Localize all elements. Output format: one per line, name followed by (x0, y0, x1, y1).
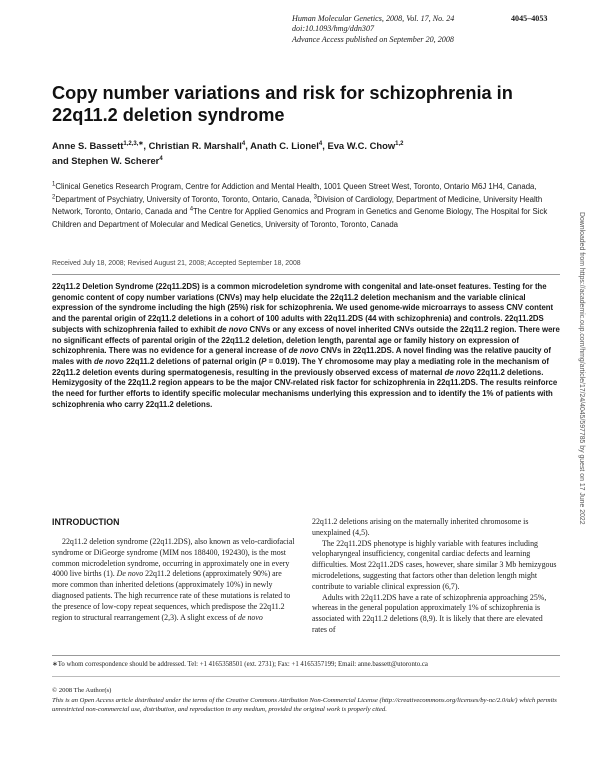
divider (52, 274, 560, 275)
page-range: 4045–4053 (511, 14, 548, 23)
paper-title: Copy number variations and risk for schizophrenia in 22q11.2 deletion syndrome (52, 83, 513, 125)
intro-paragraph: The 22q11.2DS phenotype is highly variable with features including velopharyngeal insufficiency, congenital cardiac defects and learning difficulties. Most 22q11.2DS cases, however, share similar 3 Mb hemizygous microdeletions, suggesting that factors other than deletion length might contribute to variable clinical expression (6,7). (312, 538, 557, 591)
author-affil: 4 (318, 140, 323, 147)
abstract-text: 22q11.2 deletions. Hemizygosity of the 22q11.2 region appears to be the major CNV-related risk factor for schizophrenia in 22q11.2DS. The results reinforce the need for further efforts to identify specific molecular mechanisms underlying this expression and to identify the 1% of patients with schizophrenia who carry 22q11.2 deletions. (52, 367, 558, 409)
abstract-text: CNVs in 22q11.2DS. A novel finding was the relative paucity of males with (52, 346, 552, 366)
section-heading-introduction: INTRODUCTION (52, 517, 120, 527)
abstract-text: 22q11.2 Deletion Syndrome (22q11.2DS) is a common microdeletion syndrome with congenital and late-onset features. Testing for the genomic content of copy number variations (CNVs) may help elucidate the 22q11.2 deletion mechanism and the variable clinical expression of the syndrome including the high (25%) risk for schizophrenia. We used genome-wide microarrays to assess CNV content and the parental origin of 22q11.2 deletions in a cohort of 100 adults with 22q11.2DS (44 with schizophrenia) and controls. 22q11.2DS subjects with schizophrenia failed to exhibit (52, 282, 554, 334)
affiliations (52, 181, 557, 231)
abstract-italic: de novo (217, 324, 248, 334)
correspondence-footnote: ∗To whom correspondence should be addressed. Tel: +1 4165358501 (ext. 2731); Fax: +1 4165357199; Email: anne.bassett@utoronto.ca (52, 661, 428, 668)
abstract-italic: P (261, 356, 267, 366)
affil-text: Division of Cardiology, Department of Medicine, University Health Network, Toronto, Ontario, Canada and (52, 194, 543, 216)
affil-text: Department of Psychiatry, University of Toronto, Toronto, Ontario, Canada, (55, 194, 314, 204)
body-text: 22q11.2 deletions (approximately 90%) are more common than inherited deletions (approximately 10%) in newly diagnosed patients. The high recurrence rate of these mutations is related to the presence of low-copy repeat sequences, which predispose the 22q11.2 region to structural rearrangement (2,3). A slight excess of (52, 569, 291, 622)
body-italic: De novo (116, 569, 144, 579)
author-list: Anne S. Bassett$^{1,2,3,∗}$, Christian R. Marshall$^4$, Anath C. Lionel$^4$, Eva W.C. Chow$^{1,2}$ and Stephen W. Scherer$^4$ (52, 140, 404, 166)
download-watermark: Downloaded from https://academic.oup.com/hmg/article/17/24/4045/597785 by guest on 17 June 2022 (578, 212, 585, 525)
affil-number: 1 (52, 181, 56, 188)
author-affil: 4 (159, 155, 163, 162)
intro-paragraph: Adults with 22q11.2DS have a rate of schizophrenia approaching 25%, whereas in the general population approximately 1% of schizophrenia is associated with 22q11.2 deletions (8,9). It is likely that there are elevated rates of (312, 592, 547, 634)
intro-column-left (52, 537, 297, 623)
doi: doi:10.1093/hmg/ddn307 (292, 24, 375, 34)
license-block (52, 686, 560, 715)
affil-number: 2 (52, 193, 56, 200)
license-text: This is an Open Access article distributed under the terms of the Creative Commons Attribution Non-Commercial License (http://creativecommons.org/licenses/by-nc/2.0/uk/) which permits unrestricted non-commercial use, distribution, and reproduction in any medium, provided the original work is properly cited. (52, 696, 557, 714)
copyright: © 2008 The Author(s) (52, 687, 112, 694)
author-affil: 1,2,3,∗ (123, 140, 144, 147)
advance-access: Advance Access published on September 20, 2008 (292, 34, 454, 44)
abstract-text: 22q11.2 deletions of paternal origin ( (123, 356, 262, 366)
affil-text: Clinical Genetics Research Program, Centre for Addiction and Mental Health, 1001 Queen Street West, Toronto, Ontario M6J 1H4, Canada, (55, 182, 537, 191)
abstract-text: CNVs or any excess of novel inherited CNVs outside the 22q11.2 region. There were no significant effects of parental origin of the 22q11.2 deletion, deletion length, parental age or family history on expression of schizophrenia. There was no evidence for a general increase of (52, 324, 560, 356)
author-name: Stephen W. Scherer (71, 155, 160, 166)
journal-header (292, 14, 562, 45)
author-affil: 4 (241, 140, 246, 147)
intro-paragraph: 22q11.2 deletions arising on the maternally inherited chromosome is unexplained (4,5). (312, 517, 529, 537)
abstract-italic: de novo (444, 367, 475, 377)
abstract-italic: de novo (288, 346, 319, 356)
abstract-italic: de novo (94, 356, 124, 366)
affil-text: The Centre for Applied Genomics and Program in Genetics and Genome Biology, The Hospital for Sick Children and Department of Molecular and Medical Genetics, University of Toronto, Toronto, Canada (52, 207, 548, 229)
abstract (52, 282, 560, 410)
author-name: Anath C. Lionel (250, 140, 319, 151)
body-italic: de novo (238, 612, 263, 622)
author-and: and (52, 155, 69, 166)
author-name: Eva W.C. Chow (327, 140, 396, 151)
affil-number: 3 (313, 193, 317, 200)
received-dates: Received July 18, 2008; Revised August 21, 2008; Accepted September 18, 2008 (52, 260, 301, 267)
intro-column-right (312, 517, 557, 636)
body-text: 22q11.2 deletion syndrome (22q11.2DS), also known as velo-cardiofacial syndrome or DiGeorge syndrome (MIM nos 188400, 192430), is the most common microdeletion syndrome, occurring in approximately one in every 4000 live births (1). (52, 537, 295, 579)
abstract-text: = 0.019). The Y chromosome may play a mediating role in the mechanism of 22q11.2 deletion events during spermatogenesis, resulting in the previously observed excess of maternal (52, 356, 549, 377)
intro-paragraph (52, 537, 297, 623)
affil-number: 4 (189, 206, 194, 213)
author-affil: 1,2 (395, 140, 404, 147)
divider (52, 655, 560, 656)
divider (52, 676, 560, 677)
author-name: Anne S. Bassett (52, 140, 124, 151)
journal-citation: Human Molecular Genetics, 2008, Vol. 17, No. 24 (292, 14, 455, 23)
author-name: Christian R. Marshall (148, 140, 242, 151)
